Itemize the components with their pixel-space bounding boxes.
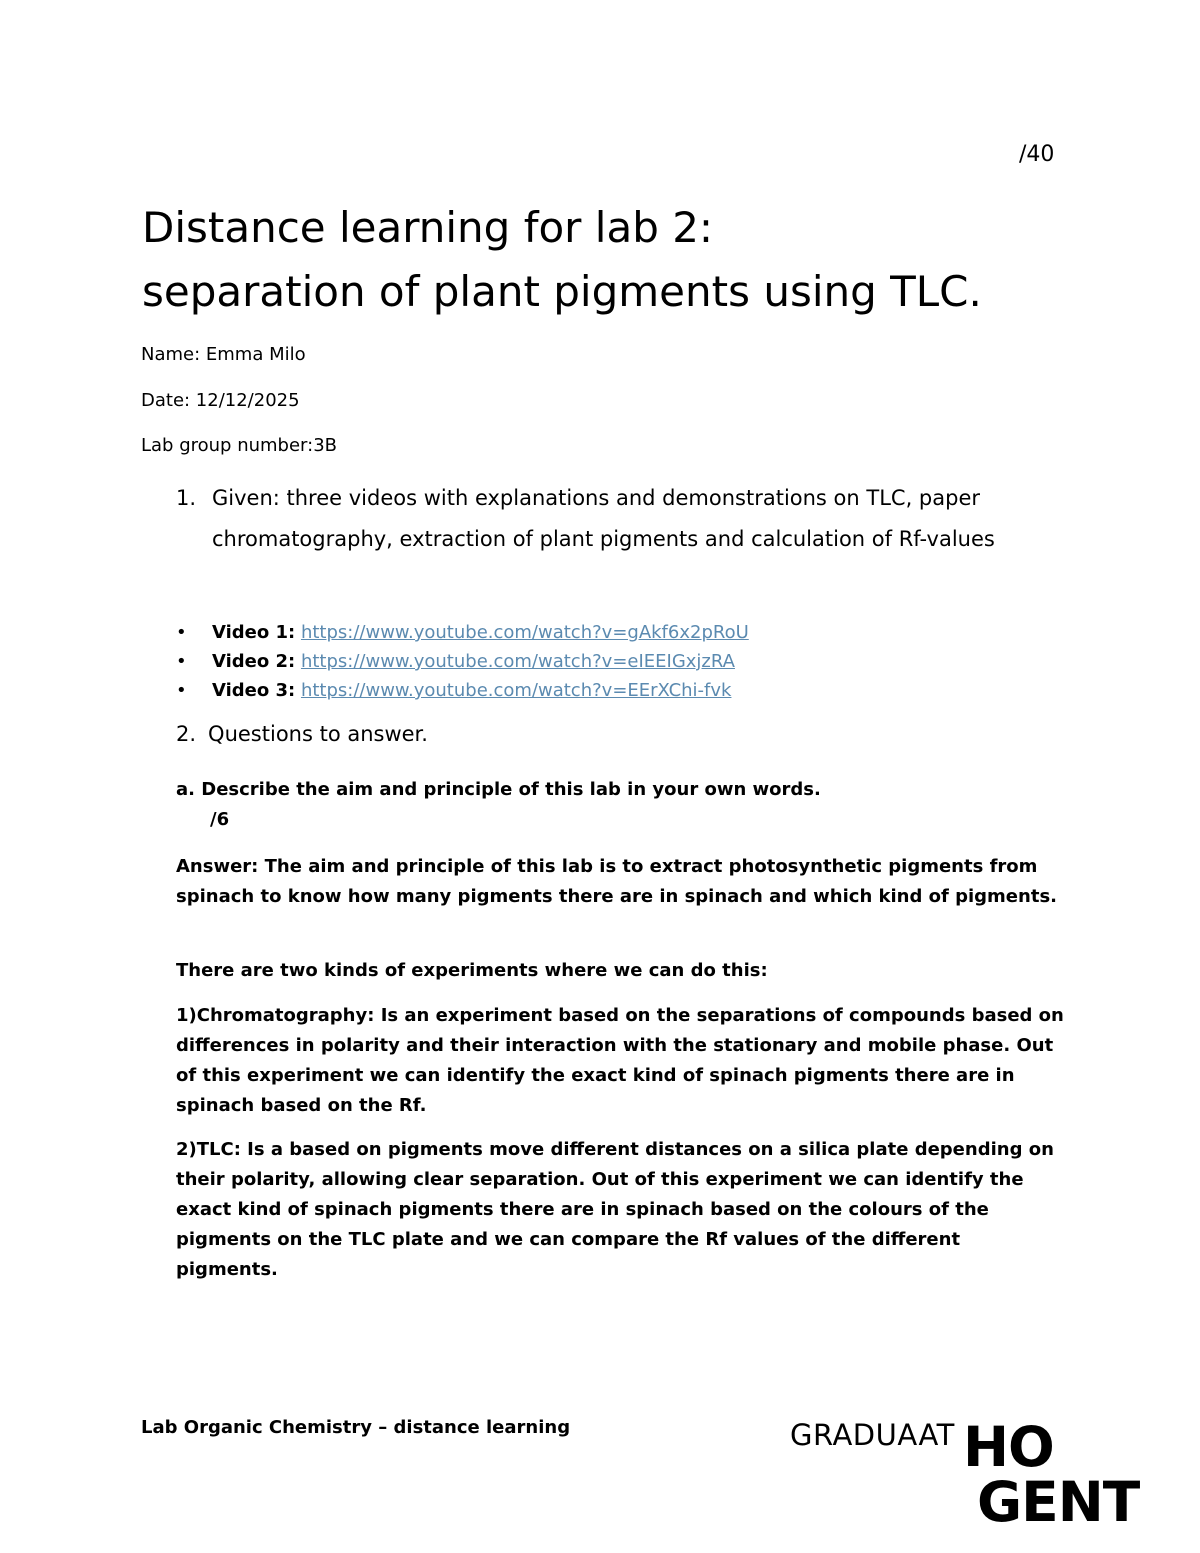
answer-paragraph-1: Answer: The aim and principle of this lab is to extract photosynthetic pigments from spinach to know how many pigments there are in spinach and which kind of pigments. — [176, 856, 1057, 907]
list-item — [176, 676, 749, 705]
footer-text: Lab Organic Chemistry – distance learning — [141, 1417, 571, 1438]
answer-paragraph-4: 2)TLC: Is a based on pigments move different distances on a silica plate depending on their polarity, allowing clear separation. Out of this experiment we can identify the exact kind of spinach pigments there are in spinach based on the colours of the pigments on the TLC plate and we can compare the Rf values of the different pigments. — [176, 1139, 1054, 1280]
video-label: Video 3: — [212, 680, 296, 701]
question-1 — [176, 478, 1076, 560]
page-title — [142, 196, 982, 324]
question-2-number: 2. — [176, 722, 197, 746]
logo-graduaat: GRADUAAT — [790, 1418, 955, 1452]
answer-paragraph-2: There are two kinds of experiments where we can do this: — [176, 960, 768, 981]
video-list — [176, 618, 749, 705]
total-score: /40 — [1019, 142, 1055, 167]
video-label: Video 1: — [212, 622, 296, 643]
bullet-icon: • — [176, 651, 187, 672]
question-1-text: Given: three videos with explanations and demonstrations on TLC, paper chromatography, extraction of plant pigments and calculation of Rf-values — [212, 486, 995, 551]
name-field: Name: Emma Milo — [141, 344, 306, 365]
logo-gent: GENT — [977, 1470, 1140, 1534]
date-field: Date: 12/12/2025 — [141, 390, 300, 411]
list-item — [176, 618, 749, 647]
list-item — [176, 647, 749, 676]
question-2 — [176, 722, 428, 746]
question-a-score: /6 — [210, 809, 230, 830]
video-2-link[interactable]: https://www.youtube.com/watch?v=eIEEIGxjzRA — [300, 651, 735, 672]
bullet-icon: • — [176, 622, 187, 643]
group-field: Lab group number:3B — [141, 435, 338, 456]
question-a: a. Describe the aim and principle of this lab in your own words. — [176, 779, 821, 800]
title-line-1: Distance learning for lab 2: — [142, 203, 714, 252]
question-1-number: 1. — [176, 486, 197, 510]
title-line-2: separation of plant pigments using TLC. — [142, 267, 982, 316]
video-3-link[interactable]: https://www.youtube.com/watch?v=EErXChi-fvk — [300, 680, 732, 701]
video-label: Video 2: — [212, 651, 296, 672]
answer-paragraph-3: 1)Chromatography: Is an experiment based on the separations of compounds based on differences in polarity and their interaction with the stationary and mobile phase. Out of this experiment we can identify the exact kind of spinach pigments there are in spinach based on the Rf. — [176, 1005, 1064, 1116]
question-2-text: Questions to answer. — [208, 722, 428, 746]
hogent-logo — [790, 1415, 1160, 1534]
logo-ho: HO — [963, 1415, 1054, 1479]
video-1-link[interactable]: https://www.youtube.com/watch?v=gAkf6x2pRoU — [300, 622, 749, 643]
bullet-icon: • — [176, 680, 187, 701]
